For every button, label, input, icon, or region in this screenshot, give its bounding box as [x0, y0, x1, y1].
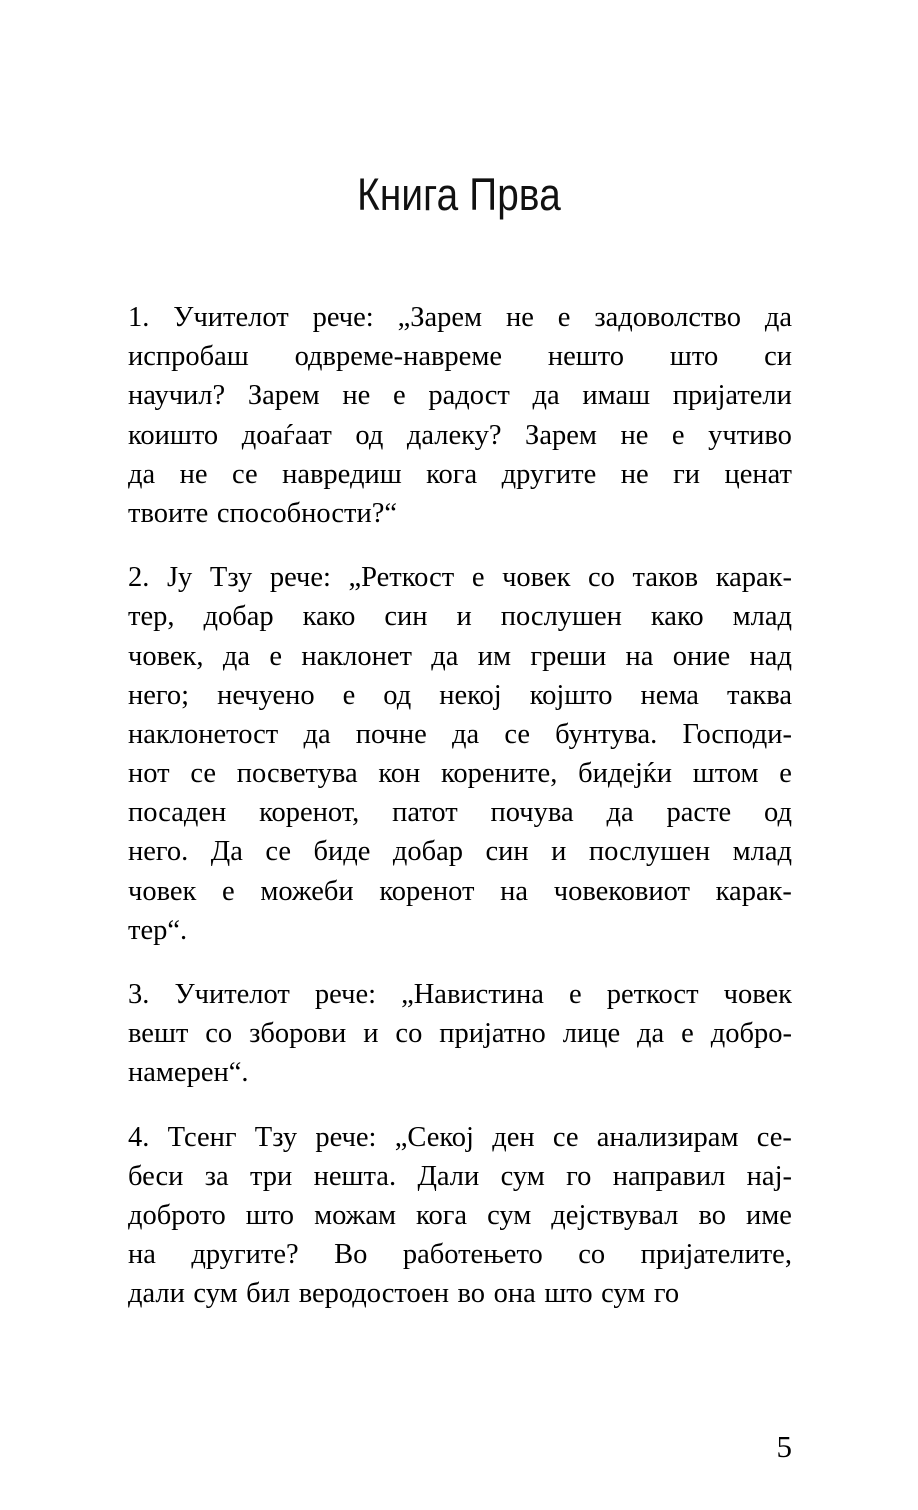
word: 1.	[128, 302, 150, 333]
word: „Секој	[394, 1121, 474, 1153]
word: млад	[732, 836, 792, 868]
word: да	[532, 380, 560, 412]
word: над	[749, 640, 792, 672]
word: сум	[193, 1278, 238, 1310]
paragraph-2	[128, 558, 792, 950]
word: којшто	[529, 679, 613, 711]
word: кон	[378, 758, 421, 790]
word: некој	[439, 679, 502, 711]
word: Да	[210, 836, 243, 868]
word: син	[485, 836, 529, 868]
text-line	[128, 376, 792, 415]
word: три	[250, 1160, 293, 1192]
word: да	[431, 640, 459, 672]
text-line	[128, 1053, 792, 1092]
word: другите	[501, 458, 597, 490]
word: она	[493, 1278, 536, 1310]
word: Во	[334, 1239, 368, 1271]
word: штом	[692, 758, 759, 790]
word: сум	[500, 1160, 545, 1192]
word: од	[383, 679, 412, 711]
body-text-column	[128, 298, 792, 1314]
word: расте	[666, 797, 732, 829]
word: него;	[128, 679, 190, 711]
word: човек	[502, 562, 571, 594]
word: рече:	[314, 979, 377, 1010]
word: рече:	[312, 302, 374, 333]
word: е	[671, 419, 685, 451]
word: учтиво	[708, 419, 792, 451]
word: нечуено	[217, 679, 315, 711]
word: да	[303, 718, 331, 750]
word: човековиот	[553, 875, 690, 907]
word: биде	[313, 836, 371, 868]
word: млад	[732, 601, 792, 633]
word: е	[471, 562, 485, 594]
word: бил	[246, 1278, 291, 1310]
word: сум	[601, 1278, 646, 1310]
word: радост	[428, 380, 510, 412]
word: бунтува.	[555, 718, 658, 750]
word: твоите	[128, 497, 209, 529]
word: „Навистина	[401, 979, 544, 1010]
word: пријателите,	[640, 1239, 792, 1271]
word: на	[500, 875, 529, 907]
word: не	[620, 419, 649, 451]
word: и	[363, 1018, 379, 1050]
word: со	[395, 1018, 423, 1050]
word: е	[393, 380, 406, 412]
word: посветува	[236, 758, 358, 790]
text-line	[128, 911, 792, 950]
word: нешто	[547, 341, 625, 373]
word: за	[204, 1160, 229, 1192]
word: него.	[128, 836, 189, 868]
word: не	[620, 458, 649, 490]
word: со	[205, 1018, 233, 1050]
word: е	[222, 875, 235, 907]
word: работењето	[402, 1239, 543, 1271]
word: и	[456, 601, 472, 633]
page-title: Книга Прва	[357, 169, 561, 221]
word: беси	[128, 1160, 184, 1192]
text-line	[128, 793, 792, 832]
word: зборови	[249, 1018, 347, 1050]
word: Господи-	[682, 718, 792, 750]
word: наклонетост	[128, 718, 279, 750]
word: им	[477, 640, 512, 672]
word: што	[544, 1278, 593, 1310]
word: „Зарем	[397, 302, 483, 333]
word: Учителот	[174, 979, 290, 1010]
word: коишто	[128, 419, 219, 451]
word: човек,	[128, 640, 204, 672]
word: 4.	[128, 1121, 150, 1153]
word: способности?“	[216, 497, 398, 529]
word: Зарем	[247, 380, 320, 412]
word: се	[265, 836, 291, 868]
word: и	[551, 836, 567, 868]
word: човек	[128, 875, 197, 907]
word: можам	[314, 1199, 397, 1231]
word: кога	[416, 1199, 468, 1231]
word: да	[128, 458, 156, 490]
word: ги	[673, 458, 701, 490]
text-line	[128, 1118, 792, 1157]
word: Зарем	[525, 419, 597, 451]
word: наклонет	[301, 640, 412, 672]
word: на	[128, 1239, 156, 1271]
word: е	[557, 302, 571, 333]
word: да	[451, 718, 480, 750]
word: се-	[756, 1121, 792, 1153]
text-line	[128, 715, 792, 754]
word: Дали	[417, 1160, 480, 1192]
word: го	[566, 1160, 592, 1192]
word: рече:	[269, 562, 331, 594]
text-line	[128, 637, 792, 676]
word: патот	[392, 797, 458, 829]
word: како	[650, 601, 704, 633]
text-line	[128, 597, 792, 636]
word: послушен	[500, 601, 622, 633]
text-line	[128, 975, 792, 1014]
word: научил?	[128, 380, 226, 412]
word: нешта.	[313, 1160, 397, 1192]
word: нај-	[746, 1160, 792, 1192]
word: испробаш	[128, 341, 249, 373]
word: доброто	[128, 1199, 226, 1231]
word: таква	[726, 679, 792, 711]
word: е	[269, 640, 282, 672]
word: ценат	[724, 458, 792, 490]
word: со	[578, 1239, 606, 1271]
word: „Реткост	[348, 562, 455, 594]
word: е	[569, 979, 582, 1010]
word: што	[669, 341, 719, 373]
word: од	[355, 419, 384, 451]
word: бидејќи	[578, 758, 672, 790]
word: доаѓаат	[241, 419, 332, 451]
word: да	[222, 640, 250, 672]
text-line	[128, 494, 792, 533]
word: добро-	[710, 1018, 792, 1050]
text-line	[128, 872, 792, 911]
word: имаш	[582, 380, 651, 412]
word: вешт	[128, 1018, 189, 1050]
word: во	[457, 1278, 486, 1310]
word: намерен“.	[128, 1057, 249, 1089]
word: на	[625, 640, 654, 672]
word: се	[231, 458, 258, 490]
word: син	[384, 601, 428, 633]
word: е	[681, 1018, 694, 1050]
word: се	[552, 1121, 579, 1153]
word: карак-	[715, 562, 792, 594]
word: тер“.	[128, 914, 188, 946]
text-line	[128, 1274, 792, 1313]
text-line	[128, 754, 792, 793]
word: не	[505, 302, 534, 333]
word: да	[764, 302, 792, 333]
word: пријатели	[672, 380, 792, 412]
word: Учителот	[173, 302, 289, 333]
word: е	[779, 758, 792, 790]
word: можеби	[260, 875, 354, 907]
word: направил	[612, 1160, 726, 1192]
text-line	[128, 1014, 792, 1053]
text-line	[128, 1157, 792, 1196]
word: се	[190, 758, 216, 790]
word: од	[764, 797, 792, 829]
word: добар	[392, 836, 464, 868]
word: карак-	[715, 875, 792, 907]
word: нот	[128, 758, 170, 790]
word: со	[588, 562, 615, 594]
word: кога	[426, 458, 478, 490]
word: ден	[492, 1121, 535, 1153]
word: што	[245, 1199, 295, 1231]
page-number: 5	[776, 1429, 792, 1464]
word: не	[179, 458, 208, 490]
text-line	[128, 455, 792, 494]
word: човек	[723, 979, 792, 1010]
word: оние	[672, 640, 731, 672]
word: веродостоен	[298, 1278, 449, 1310]
word: далеку?	[406, 419, 502, 451]
word: како	[302, 601, 356, 633]
word: послушен	[588, 836, 711, 868]
word: другите?	[191, 1239, 299, 1271]
word: почне	[355, 718, 427, 750]
word: рече:	[315, 1121, 377, 1153]
paragraph-3	[128, 975, 792, 1093]
word: име	[745, 1199, 792, 1231]
paragraph-1	[128, 298, 792, 533]
word: почува	[490, 797, 574, 829]
word: не	[342, 380, 371, 412]
word: сум	[487, 1199, 532, 1231]
word: одвреме-навреме	[294, 341, 503, 373]
word: коренот	[379, 875, 475, 907]
word: коренот,	[259, 797, 360, 829]
word: нема	[640, 679, 699, 711]
paragraph-4	[128, 1118, 792, 1314]
word: навредиш	[282, 458, 402, 490]
word: посаден	[128, 797, 227, 829]
word: си	[764, 341, 792, 373]
word: во	[698, 1199, 726, 1231]
text-line	[128, 676, 792, 715]
word: таков	[632, 562, 699, 594]
word: греши	[530, 640, 607, 672]
text-line	[128, 337, 792, 376]
word: пријатно	[439, 1018, 546, 1050]
word: Ју	[166, 562, 193, 594]
word: се	[504, 718, 530, 750]
text-line	[128, 416, 792, 455]
word: да	[637, 1018, 665, 1050]
word: да	[606, 797, 634, 829]
word: дејствувал	[551, 1199, 679, 1231]
word: добар	[203, 601, 274, 633]
text-line	[128, 1235, 792, 1274]
word: задоволство	[594, 302, 741, 333]
text-line	[128, 1196, 792, 1235]
word: Тзу	[254, 1121, 298, 1153]
text-line	[128, 558, 792, 597]
word: Тсенг	[167, 1121, 237, 1153]
text-line	[128, 832, 792, 871]
word: 3.	[128, 979, 150, 1010]
word: го	[653, 1278, 680, 1310]
word: е	[342, 679, 356, 711]
word: тер,	[128, 601, 175, 633]
word: Тзу	[209, 562, 253, 594]
word: реткост	[606, 979, 699, 1010]
word: лице	[562, 1018, 621, 1050]
text-line	[128, 298, 792, 337]
word: 2.	[128, 562, 150, 594]
word: дали	[128, 1278, 185, 1310]
word: анализирам	[596, 1121, 739, 1153]
word: корените,	[441, 758, 558, 790]
